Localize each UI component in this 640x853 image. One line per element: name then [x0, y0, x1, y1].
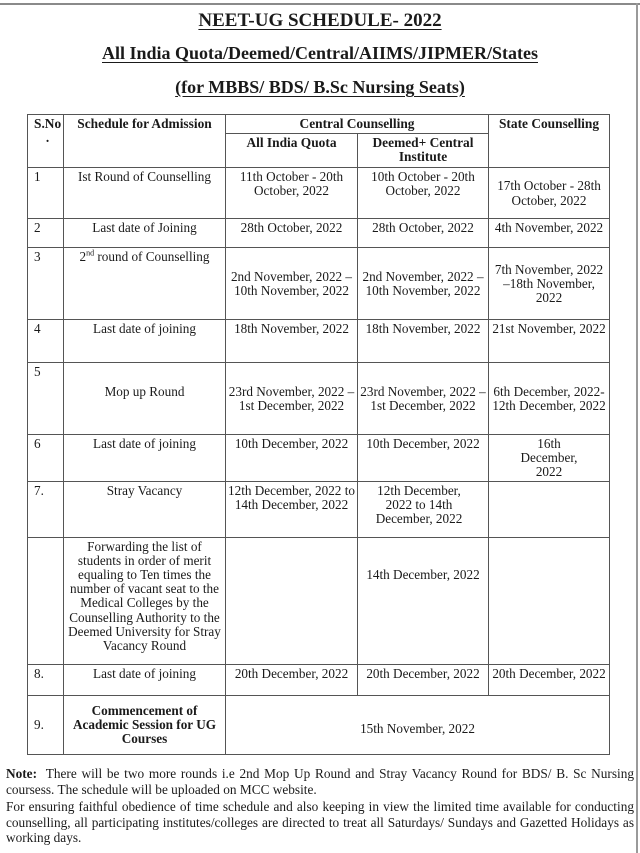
table-row [28, 168, 610, 219]
header-sno-dot: . [45, 130, 50, 146]
cell-deemed: 23rd November, 2022 –1st December, 2022 [358, 363, 489, 435]
cell-aiq: 11th October - 20th October, 2022 [226, 168, 358, 219]
header-deemed-central: Deemed+ Central Institute [358, 134, 489, 168]
table-row [28, 219, 610, 248]
table-row [28, 320, 610, 363]
cell-sno: 6 [28, 435, 64, 482]
note-text: There will be two more rounds i.e 2nd Mop Up Round and Stray Vacancy Round for BDS/ B. Sc Nursing coursess. The schedule will be uploaded on MCC website. [6, 766, 634, 797]
cell-deemed: 10th December, 2022 [358, 435, 489, 482]
cell-sno: 4 [28, 320, 64, 363]
header-state-counselling: State Counselling [489, 115, 610, 168]
cell-state: 17th October - 28th October, 2022 [489, 168, 610, 219]
cell-schedule: Ist Round of Counselling [64, 168, 226, 219]
cell-sno: 5 [28, 363, 64, 435]
cell-aiq: 10th December, 2022 [226, 435, 358, 482]
note-label: Note: [6, 766, 38, 781]
cell-aiq: 20th December, 2022 [226, 664, 358, 695]
page-title: NEET-UG SCHEDULE- 2022 [198, 10, 442, 31]
cell-schedule: Last date of joining [64, 435, 226, 482]
cell-schedule-text: round of Counselling [94, 249, 210, 264]
cell-deemed: 12th December, 2022 to 14th December, 2022 [358, 481, 489, 537]
cell-deemed: 10th October - 20th October, 2022 [358, 168, 489, 219]
cell-state [489, 481, 610, 537]
table-row [28, 537, 610, 664]
page-frame-top [0, 3, 640, 5]
cell-deemed: 20th December, 2022 [358, 664, 489, 695]
cell-aiq: 18th November, 2022 [226, 320, 358, 363]
table-row [28, 695, 610, 754]
cell-schedule: Last date of joining [64, 664, 226, 695]
cell-state: 16th December, 2022 [489, 435, 610, 482]
cell-sno: 1 [28, 168, 64, 219]
cell-schedule: Last date of joining [64, 320, 226, 363]
cell-aiq: 23rd November, 2022 –1st December, 2022 [226, 363, 358, 435]
cell-merged-date: 15th November, 2022 [226, 695, 610, 754]
cell-deemed: 14th December, 2022 [358, 537, 489, 664]
header-sno-label: S.No [34, 116, 62, 131]
cell-schedule-ordinal: 2 [79, 249, 87, 264]
table-header-row [28, 115, 610, 134]
cell-state: 20th December, 2022 [489, 664, 610, 695]
cell-deemed: 18th November, 2022 [358, 320, 489, 363]
table-row [28, 664, 610, 695]
cell-state: 21st November, 2022 [489, 320, 610, 363]
header-sno [28, 115, 64, 168]
cell-schedule: Forwarding the list of students in order of merit equaling to Ten times the number of vacant seat to the Medical Colleges by the Counselling Authority to the Deemed University for Stray Vacancy Round [64, 537, 226, 664]
page-subtitle-seats: (for MBBS/ BDS/ B.Sc Nursing Seats) [175, 77, 465, 97]
cell-deemed: 2nd November, 2022 – 10th November, 2022 [358, 248, 489, 320]
header-all-india-quota: All India Quota [226, 134, 358, 168]
cell-schedule: Mop up Round [64, 363, 226, 435]
page-frame-right [636, 3, 638, 853]
note-paragraph [6, 766, 634, 797]
cell-state: 6th December, 2022- 12th December, 2022 [489, 363, 610, 435]
cell-deemed: 28th October, 2022 [358, 219, 489, 248]
cell-sno: 2 [28, 219, 64, 248]
cell-sno: 8. [28, 664, 64, 695]
cell-sno: 9. [28, 695, 64, 754]
schedule-table [27, 114, 610, 755]
header-central-counselling: Central Counselling [226, 115, 489, 134]
cell-aiq: 2nd November, 2022 – 10th November, 2022 [226, 248, 358, 320]
table-row [28, 363, 610, 435]
cell-aiq [226, 537, 358, 664]
cell-state: 4th November, 2022 [489, 219, 610, 248]
cell-schedule [64, 248, 226, 320]
table-row [28, 248, 610, 320]
cell-sno: 7. [28, 481, 64, 537]
cell-schedule: Stray Vacancy [64, 481, 226, 537]
notes-section [6, 766, 634, 848]
cell-state: 7th November, 2022 –18th November, 2022 [489, 248, 610, 320]
cell-sno [28, 537, 64, 664]
cell-aiq: 12th December, 2022 to 14th December, 2022 [226, 481, 358, 537]
header-schedule: Schedule for Admission [64, 115, 226, 168]
cell-aiq: 28th October, 2022 [226, 219, 358, 248]
cell-schedule: Commencement of Academic Session for UG Courses [64, 695, 226, 754]
cell-sno: 3 [28, 248, 64, 320]
cell-schedule: Last date of Joining [64, 219, 226, 248]
cell-state [489, 537, 610, 664]
table-row [28, 435, 610, 482]
cell-schedule-ordinal-suffix: nd [86, 248, 95, 258]
page-subtitle-quota: All India Quota/Deemed/Central/AIIMS/JIPMER/States [102, 43, 538, 63]
working-days-paragraph: For ensuring faithful obedience of time schedule and also keeping in view the limited time available for conducting counselling, all participating institutes/colleges are directed to treat all Saturdays/ Sundays and Gazetted Holidays as working days. [6, 799, 634, 846]
table-row [28, 481, 610, 537]
